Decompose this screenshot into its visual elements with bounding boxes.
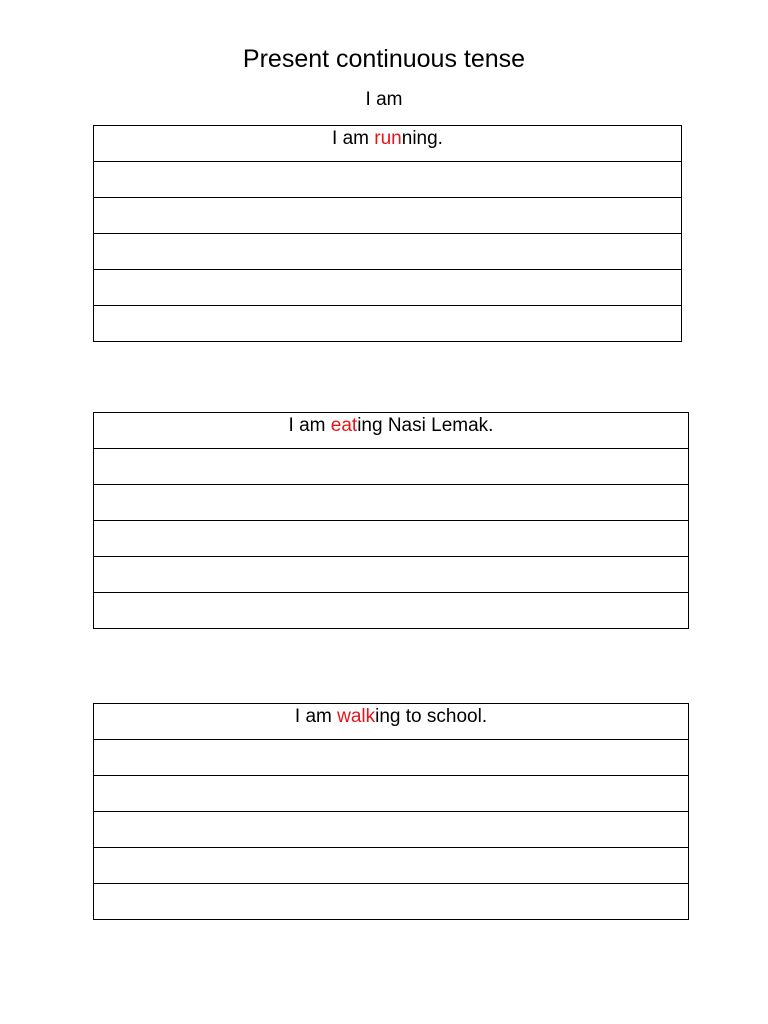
- blank-row: [94, 234, 682, 270]
- blank-row: [94, 521, 689, 557]
- blank-row: [94, 198, 682, 234]
- example-sentence: [94, 413, 689, 449]
- blank-row: [94, 449, 689, 485]
- practice-table-1: [93, 125, 682, 342]
- blank-row: [94, 557, 689, 593]
- sentence-suffix: ning.: [401, 128, 443, 149]
- example-sentence: [94, 126, 682, 162]
- verb-root-highlight: eat: [330, 415, 358, 436]
- blank-writing-line[interactable]: [94, 198, 682, 234]
- verb-root-highlight: run: [374, 128, 402, 149]
- blank-row: [94, 776, 689, 812]
- blank-writing-line[interactable]: [94, 449, 689, 485]
- blank-writing-line[interactable]: [94, 740, 689, 776]
- blank-row: [94, 306, 682, 342]
- blank-writing-line[interactable]: [94, 234, 682, 270]
- blank-row: [94, 485, 689, 521]
- practice-table-2: [93, 412, 689, 629]
- blank-row: [94, 812, 689, 848]
- sentence-prefix: I am: [294, 706, 338, 727]
- blank-row: [94, 884, 689, 920]
- blank-writing-line[interactable]: [94, 485, 689, 521]
- blank-row: [94, 270, 682, 306]
- blank-row: [94, 848, 689, 884]
- blank-row: [94, 162, 682, 198]
- sentence-prefix: I am: [332, 128, 375, 149]
- blank-writing-line[interactable]: [94, 593, 689, 629]
- blank-row: [94, 740, 689, 776]
- page-title: Present continuous tense: [242, 45, 526, 73]
- subtitle: I am: [365, 89, 403, 110]
- blank-writing-line[interactable]: [94, 306, 682, 342]
- blank-writing-line[interactable]: [94, 812, 689, 848]
- blank-writing-line[interactable]: [94, 270, 682, 306]
- blank-writing-line[interactable]: [94, 162, 682, 198]
- example-row: [94, 126, 682, 162]
- example-sentence: [94, 704, 689, 740]
- blank-writing-line[interactable]: [94, 557, 689, 593]
- blank-writing-line[interactable]: [94, 848, 689, 884]
- sentence-prefix: I am: [288, 415, 331, 436]
- verb-root-highlight: walk: [337, 706, 376, 727]
- example-row: [94, 413, 689, 449]
- blank-writing-line[interactable]: [94, 776, 689, 812]
- sentence-suffix: ing to school.: [375, 706, 488, 727]
- practice-table-3: [93, 703, 689, 920]
- sentence-suffix: ing Nasi Lemak.: [357, 415, 494, 436]
- blank-writing-line[interactable]: [94, 884, 689, 920]
- example-row: [94, 704, 689, 740]
- blank-writing-line[interactable]: [94, 521, 689, 557]
- blank-row: [94, 593, 689, 629]
